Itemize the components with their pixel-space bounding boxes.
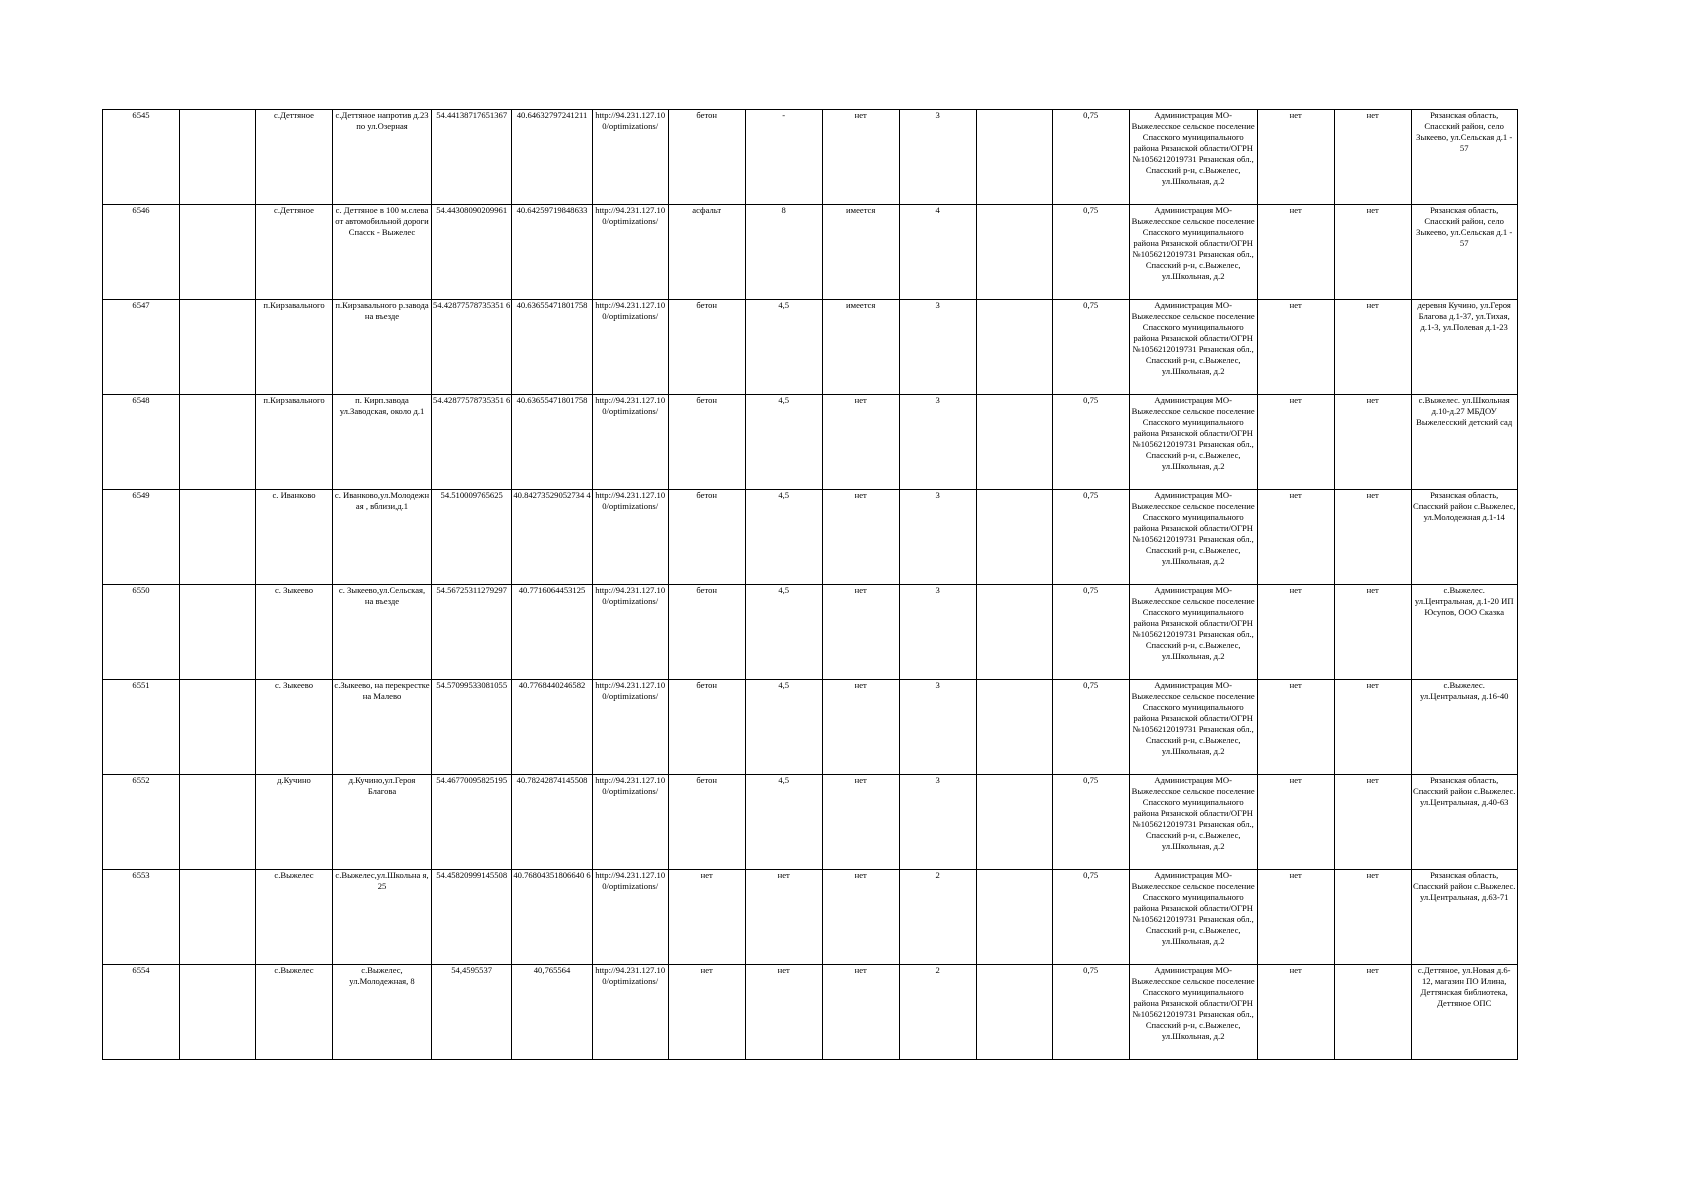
blank-cell <box>180 775 256 870</box>
blank-cell-2 <box>976 300 1052 395</box>
flag-cell-2: нет <box>1334 775 1411 870</box>
address-cell: с.Выжелес, ул.Молодежная, 8 <box>333 965 432 1060</box>
served-objects-cell: с.Деттяное, ул.Новая д.6-12, магазин ПО Илина, Деттянская библиотека, Деттяное ОПС <box>1411 965 1517 1060</box>
surface-cell: бетон <box>668 300 745 395</box>
row-number-cell: 6545 <box>103 110 180 205</box>
container-count-cell: 2 <box>899 870 976 965</box>
owner-cell: Администрация МО-Выжелесское сельское поселение Спасского муниципального района Рязанской области/ОГРН №1056212019731 Рязанская обл., Спасский р-н, с.Выжелес, ул.Школьная, д.2 <box>1129 680 1257 775</box>
address-cell: п.Кирзавального р.завода на въезде <box>333 300 432 395</box>
longitude-cell: 40.84273529052734 4 <box>512 490 592 585</box>
volume-cell: 0,75 <box>1052 395 1129 490</box>
surface-cell: нет <box>668 965 745 1060</box>
area-cell: 4,5 <box>745 585 822 680</box>
flag-cell-1: нет <box>1257 110 1334 205</box>
link-cell: http://94.231.127.10 0/optimizations/ <box>592 300 668 395</box>
served-objects-cell: Рязанская область, Спасский район с.Выжелес. ул.Центральная, д.40-63 <box>1411 775 1517 870</box>
served-objects-cell: с.Выжелес. ул.Центральная, д.16-40 <box>1411 680 1517 775</box>
fence-cell: нет <box>822 395 899 490</box>
blank-cell <box>180 680 256 775</box>
surface-cell: бетон <box>668 490 745 585</box>
served-objects-cell: с.Выжелес. ул.Школьная д.10-д.27 МБДОУ Выжелесский детский сад <box>1411 395 1517 490</box>
flag-cell-2: нет <box>1334 110 1411 205</box>
owner-cell: Администрация МО-Выжелесское сельское поселение Спасского муниципального района Рязанской области/ОГРН №1056212019731 Рязанская обл., Спасский р-н, с.Выжелес, ул.Школьная, д.2 <box>1129 110 1257 205</box>
flag-cell-1: нет <box>1257 395 1334 490</box>
owner-cell: Администрация МО-Выжелесское сельское поселение Спасского муниципального района Рязанской области/ОГРН №1056212019731 Рязанская обл., Спасский р-н, с.Выжелес, ул.Школьная, д.2 <box>1129 585 1257 680</box>
flag-cell-2: нет <box>1334 965 1411 1060</box>
flag-cell-2: нет <box>1334 395 1411 490</box>
row-number-cell: 6554 <box>103 965 180 1060</box>
latitude-cell: 54.44138717651367 <box>432 110 512 205</box>
row-number-cell: 6548 <box>103 395 180 490</box>
table-row <box>103 585 1518 680</box>
area-cell: 4,5 <box>745 775 822 870</box>
table-row <box>103 965 1518 1060</box>
table-row <box>103 490 1518 585</box>
address-cell: с.Выжелес,ул.Школьна я, 25 <box>333 870 432 965</box>
owner-cell: Администрация МО-Выжелесское сельское поселение Спасского муниципального района Рязанской области/ОГРН №1056212019731 Рязанская обл., Спасский р-н, с.Выжелес, ул.Школьная, д.2 <box>1129 965 1257 1060</box>
owner-cell: Администрация МО-Выжелесское сельское поселение Спасского муниципального района Рязанской области/ОГРН №1056212019731 Рязанская обл., Спасский р-н, с.Выжелес, ул.Школьная, д.2 <box>1129 775 1257 870</box>
longitude-cell: 40.7768440246582 <box>512 680 592 775</box>
longitude-cell: 40.64259719848633 <box>512 205 592 300</box>
flag-cell-1: нет <box>1257 490 1334 585</box>
table-row <box>103 205 1518 300</box>
fence-cell: имеется <box>822 205 899 300</box>
address-cell: с. Иванково,ул.Молодежн ая , вблизи,д.1 <box>333 490 432 585</box>
owner-cell: Администрация МО-Выжелесское сельское поселение Спасского муниципального района Рязанской области/ОГРН №1056212019731 Рязанская обл., Спасский р-н, с.Выжелес, ул.Школьная, д.2 <box>1129 205 1257 300</box>
owner-cell: Администрация МО-Выжелесское сельское поселение Спасского муниципального района Рязанской области/ОГРН №1056212019731 Рязанская обл., Спасский р-н, с.Выжелес, ул.Школьная, д.2 <box>1129 395 1257 490</box>
blank-cell-2 <box>976 490 1052 585</box>
flag-cell-1: нет <box>1257 965 1334 1060</box>
volume-cell: 0,75 <box>1052 870 1129 965</box>
address-cell: с. Деттяное в 100 м.слева от автомобильной дороги Спасск - Выжелес <box>333 205 432 300</box>
owner-cell: Администрация МО-Выжелесское сельское поселение Спасского муниципального района Рязанской области/ОГРН №1056212019731 Рязанская обл., Спасский р-н, с.Выжелес, ул.Школьная, д.2 <box>1129 490 1257 585</box>
blank-cell-2 <box>976 585 1052 680</box>
longitude-cell: 40.63655471801758 <box>512 395 592 490</box>
blank-cell-2 <box>976 680 1052 775</box>
fence-cell: нет <box>822 490 899 585</box>
row-number-cell: 6551 <box>103 680 180 775</box>
flag-cell-1: нет <box>1257 775 1334 870</box>
link-cell: http://94.231.127.10 0/optimizations/ <box>592 395 668 490</box>
settlement-cell: с.Выжелес <box>256 965 333 1060</box>
table-row <box>103 775 1518 870</box>
surface-cell: бетон <box>668 585 745 680</box>
registry-table <box>102 109 1518 1060</box>
link-cell: http://94.231.127.10 0/optimizations/ <box>592 490 668 585</box>
container-count-cell: 3 <box>899 490 976 585</box>
latitude-cell: 54.56725311279297 <box>432 585 512 680</box>
blank-cell <box>180 965 256 1060</box>
flag-cell-2: нет <box>1334 585 1411 680</box>
link-cell: http://94.231.127.10 0/optimizations/ <box>592 680 668 775</box>
longitude-cell: 40.64632797241211 <box>512 110 592 205</box>
area-cell: нет <box>745 965 822 1060</box>
blank-cell <box>180 205 256 300</box>
settlement-cell: с.Выжелес <box>256 870 333 965</box>
settlement-cell: д.Кучино <box>256 775 333 870</box>
row-number-cell: 6553 <box>103 870 180 965</box>
row-number-cell: 6552 <box>103 775 180 870</box>
area-cell: 8 <box>745 205 822 300</box>
surface-cell: бетон <box>668 395 745 490</box>
flag-cell-1: нет <box>1257 680 1334 775</box>
settlement-cell: с. Иванково <box>256 490 333 585</box>
volume-cell: 0,75 <box>1052 965 1129 1060</box>
blank-cell <box>180 870 256 965</box>
table-row <box>103 110 1518 205</box>
flag-cell-2: нет <box>1334 205 1411 300</box>
served-objects-cell: деревня Кучино, ул.Героя Благова д.1-37, ул.Тихая, д.1-3, ул.Полевая д.1-23 <box>1411 300 1517 395</box>
row-number-cell: 6547 <box>103 300 180 395</box>
row-number-cell: 6549 <box>103 490 180 585</box>
longitude-cell: 40.63655471801758 <box>512 300 592 395</box>
volume-cell: 0,75 <box>1052 110 1129 205</box>
served-objects-cell: Рязанская область, Спасский район, село Зыкеево, ул.Сельская д.1 - 57 <box>1411 205 1517 300</box>
blank-cell-2 <box>976 205 1052 300</box>
container-count-cell: 3 <box>899 680 976 775</box>
container-count-cell: 3 <box>899 395 976 490</box>
blank-cell <box>180 490 256 585</box>
table-row <box>103 300 1518 395</box>
link-cell: http://94.231.127.10 0/optimizations/ <box>592 585 668 680</box>
blank-cell-2 <box>976 395 1052 490</box>
settlement-cell: с.Деттяное <box>256 205 333 300</box>
address-cell: д.Кучино,ул.Героя Благова <box>333 775 432 870</box>
served-objects-cell: Рязанская область, Спасский район с.Выжелес. ул.Центральная, д.63-71 <box>1411 870 1517 965</box>
container-count-cell: 4 <box>899 205 976 300</box>
longitude-cell: 40.76804351806640 6 <box>512 870 592 965</box>
container-count-cell: 2 <box>899 965 976 1060</box>
area-cell: нет <box>745 870 822 965</box>
link-cell: http://94.231.127.10 0/optimizations/ <box>592 870 668 965</box>
flag-cell-2: нет <box>1334 490 1411 585</box>
area-cell: 4,5 <box>745 680 822 775</box>
area-cell: 4,5 <box>745 395 822 490</box>
link-cell: http://94.231.127.10 0/optimizations/ <box>592 965 668 1060</box>
surface-cell: бетон <box>668 110 745 205</box>
fence-cell: нет <box>822 680 899 775</box>
fence-cell: нет <box>822 965 899 1060</box>
settlement-cell: с.Деттяное <box>256 110 333 205</box>
served-objects-cell: с.Выжелес. ул.Центральная, д.1-20 ИП Юсупов, ООО Сказка <box>1411 585 1517 680</box>
container-count-cell: 3 <box>899 775 976 870</box>
container-count-cell: 3 <box>899 585 976 680</box>
flag-cell-1: нет <box>1257 300 1334 395</box>
fence-cell: нет <box>822 585 899 680</box>
volume-cell: 0,75 <box>1052 300 1129 395</box>
flag-cell-2: нет <box>1334 870 1411 965</box>
longitude-cell: 40.78242874145508 <box>512 775 592 870</box>
surface-cell: бетон <box>668 775 745 870</box>
volume-cell: 0,75 <box>1052 680 1129 775</box>
table-row <box>103 680 1518 775</box>
row-number-cell: 6550 <box>103 585 180 680</box>
owner-cell: Администрация МО-Выжелесское сельское поселение Спасского муниципального района Рязанской области/ОГРН №1056212019731 Рязанская обл., Спасский р-н, с.Выжелес, ул.Школьная, д.2 <box>1129 870 1257 965</box>
volume-cell: 0,75 <box>1052 585 1129 680</box>
blank-cell-2 <box>976 965 1052 1060</box>
volume-cell: 0,75 <box>1052 490 1129 585</box>
area-cell: 4,5 <box>745 490 822 585</box>
flag-cell-1: нет <box>1257 585 1334 680</box>
surface-cell: бетон <box>668 680 745 775</box>
settlement-cell: п.Кирзавального <box>256 395 333 490</box>
latitude-cell: 54.57099533081055 <box>432 680 512 775</box>
surface-cell: асфальт <box>668 205 745 300</box>
latitude-cell: 54.44308090209961 <box>432 205 512 300</box>
link-cell: http://94.231.127.10 0/optimizations/ <box>592 205 668 300</box>
table-row <box>103 395 1518 490</box>
latitude-cell: 54.46770095825195 <box>432 775 512 870</box>
area-cell: 4,5 <box>745 300 822 395</box>
latitude-cell: 54.510009765625 <box>432 490 512 585</box>
fence-cell: нет <box>822 110 899 205</box>
blank-cell-2 <box>976 775 1052 870</box>
blank-cell <box>180 395 256 490</box>
blank-cell <box>180 300 256 395</box>
latitude-cell: 54,4595537 <box>432 965 512 1060</box>
area-cell: - <box>745 110 822 205</box>
blank-cell <box>180 110 256 205</box>
link-cell: http://94.231.127.10 0/optimizations/ <box>592 775 668 870</box>
owner-cell: Администрация МО-Выжелесское сельское поселение Спасского муниципального района Рязанской области/ОГРН №1056212019731 Рязанская обл., Спасский р-н, с.Выжелес, ул.Школьная, д.2 <box>1129 300 1257 395</box>
surface-cell: нет <box>668 870 745 965</box>
served-objects-cell: Рязанская область, Спасский район, село Зыкеево, ул.Сельская д.1 - 57 <box>1411 110 1517 205</box>
address-cell: с.Зыкеево, на перекрестке на Малево <box>333 680 432 775</box>
table-row <box>103 870 1518 965</box>
served-objects-cell: Рязанская область, Спасский район с.Выжелес, ул.Молодежная д.1-14 <box>1411 490 1517 585</box>
blank-cell <box>180 585 256 680</box>
flag-cell-1: нет <box>1257 205 1334 300</box>
volume-cell: 0,75 <box>1052 205 1129 300</box>
flag-cell-2: нет <box>1334 300 1411 395</box>
settlement-cell: с. Зыкеево <box>256 585 333 680</box>
volume-cell: 0,75 <box>1052 775 1129 870</box>
blank-cell-2 <box>976 110 1052 205</box>
flag-cell-1: нет <box>1257 870 1334 965</box>
fence-cell: нет <box>822 870 899 965</box>
address-cell: с. Зыкеево,ул.Сельская, на въезде <box>333 585 432 680</box>
container-count-cell: 3 <box>899 300 976 395</box>
settlement-cell: с. Зыкеево <box>256 680 333 775</box>
flag-cell-2: нет <box>1334 680 1411 775</box>
blank-cell-2 <box>976 870 1052 965</box>
latitude-cell: 54.45820999145508 <box>432 870 512 965</box>
address-cell: п. Кирп.завода ул.Заводская, около д.1 <box>333 395 432 490</box>
latitude-cell: 54.42877578735351 6 <box>432 300 512 395</box>
address-cell: с.Деттяное напротив д.23 по ул.Озерная <box>333 110 432 205</box>
row-number-cell: 6546 <box>103 205 180 300</box>
longitude-cell: 40,765564 <box>512 965 592 1060</box>
latitude-cell: 54.42877578735351 6 <box>432 395 512 490</box>
link-cell: http://94.231.127.10 0/optimizations/ <box>592 110 668 205</box>
container-count-cell: 3 <box>899 110 976 205</box>
fence-cell: нет <box>822 775 899 870</box>
longitude-cell: 40.7716064453125 <box>512 585 592 680</box>
fence-cell: имеется <box>822 300 899 395</box>
settlement-cell: п.Кирзавального <box>256 300 333 395</box>
